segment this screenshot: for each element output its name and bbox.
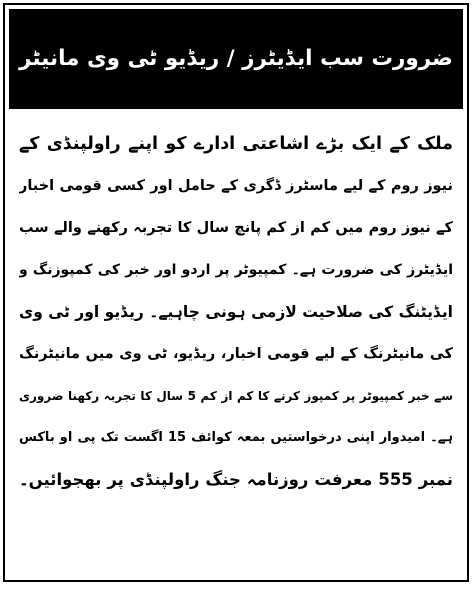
body-line-8: ہے۔ امیدوار اپنی درخواستیں بمعہ کوائف 15 اگست تک پی او باکس (19, 430, 453, 445)
body-line-3: کے نیوز روم میں کم از کم پانچ سال کا تجربہ رکھنے والے سب (19, 220, 453, 236)
body-line-9: نمبر 555 معرفت روزنامہ جنگ راولپنڈی پر بھجوائیں۔ (19, 470, 453, 489)
body-line-4: ایڈیٹرز کی ضرورت ہے۔ کمپیوٹر پر اردو اور خبر کی کمپوزنگ و (19, 262, 453, 278)
headline-title: ضرورت سب ایڈیٹرز / ریڈیو ٹی وی مانیٹر (19, 46, 453, 72)
advertisement-body (9, 113, 463, 576)
job-advertisement (3, 3, 469, 582)
body-line-2: نیوز روم کے لیے ماسٹرز ڈگری کے حامل اور کسی قومی اخبار (19, 178, 453, 194)
body-line-6: کی مانیٹرنگ کے لیے قومی اخبار، ریڈیو، ٹی وی میں مانیٹرنگ (19, 346, 453, 362)
headline-banner (9, 9, 463, 109)
body-line-5: ایڈیٹنگ کی صلاحیت لازمی ہونی چاہیے۔ ریڈیو اور ٹی وی (19, 303, 453, 321)
body-line-7: سے خبر کمپیوٹر پر کمپوز کرنے کا کم از کم 5 سال کا تجربہ رکھنا ضروری (19, 389, 453, 403)
body-line-1: ملک کے ایک بڑے اشاعتی ادارے کو اپنے راولپنڈی کے (19, 134, 453, 154)
